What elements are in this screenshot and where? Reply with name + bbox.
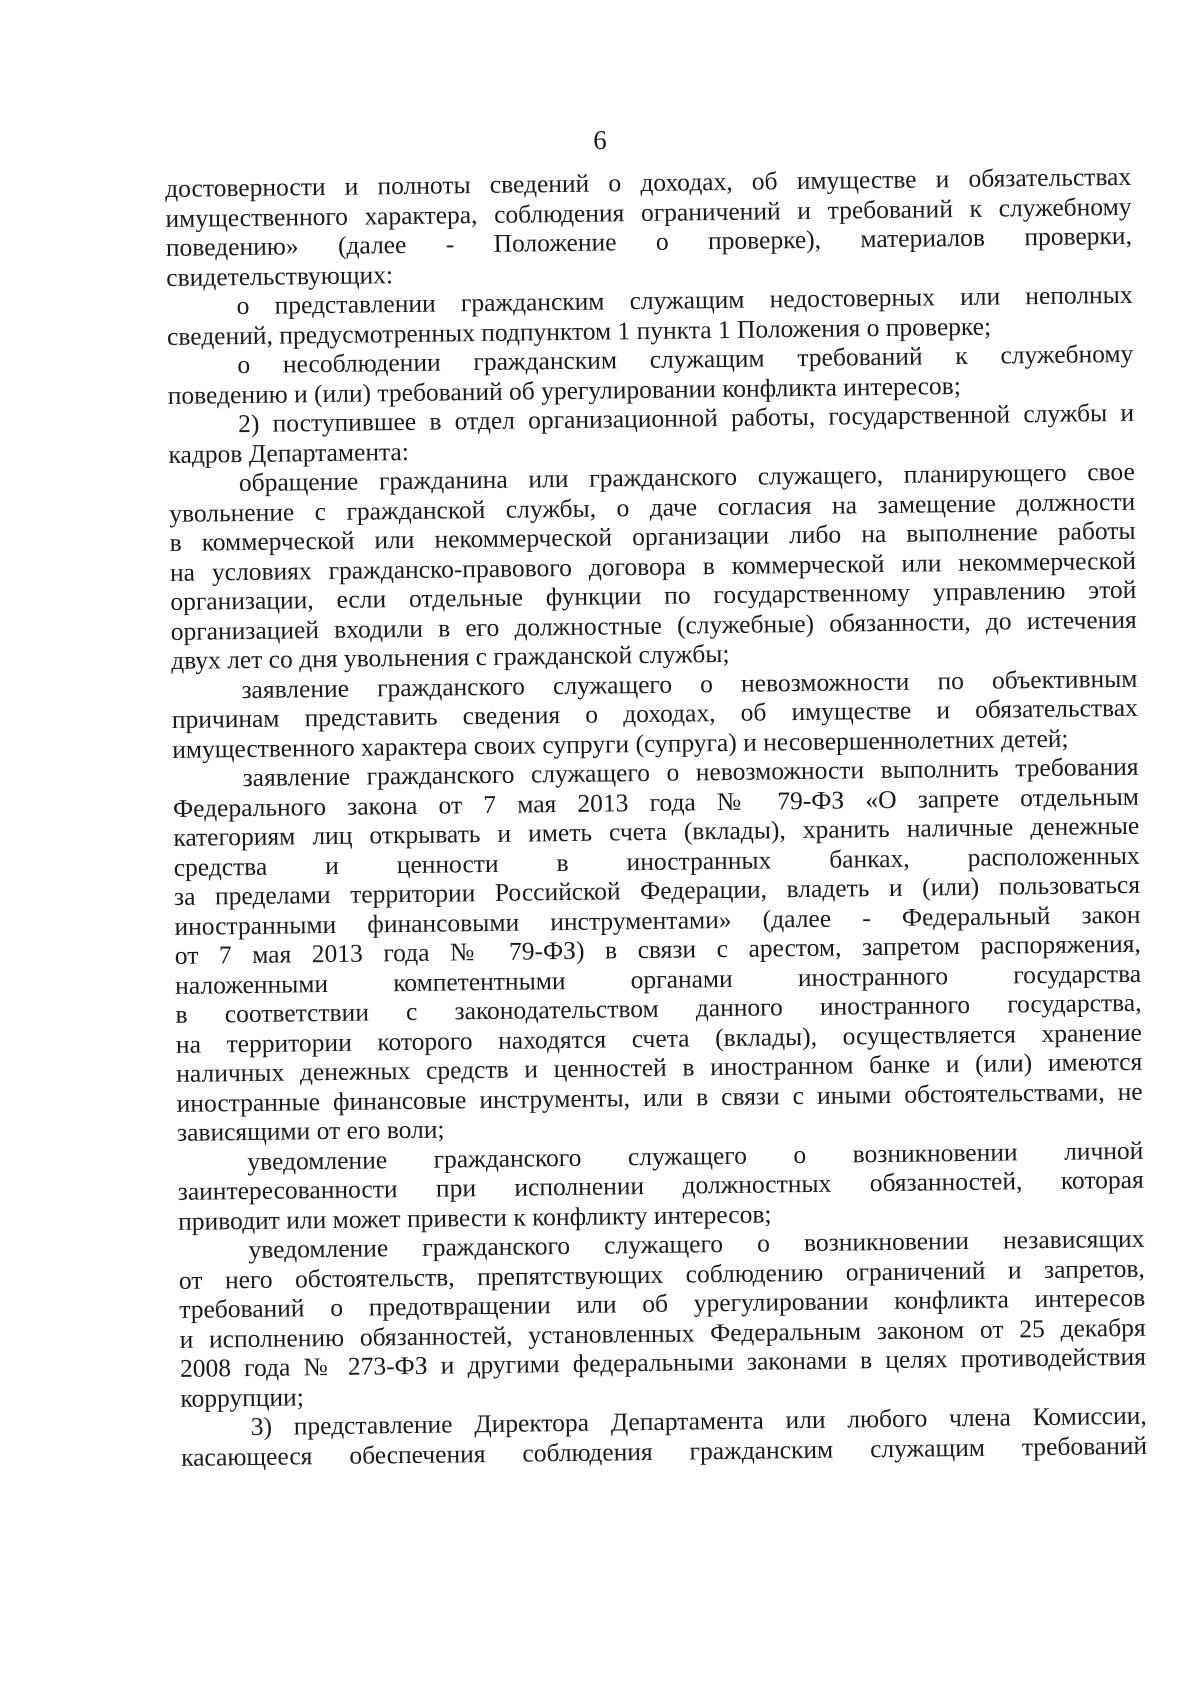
text-line: приводит или может привести к конфликту интересов;	[177, 1198, 772, 1236]
text-line: иностранные финансовые инструменты, или в связи с иными обстоятельствами, не	[176, 1076, 1143, 1118]
text-line: имущественного характера, соблюдения ограничений и требований к служебному	[165, 191, 1132, 233]
text-line: о несоблюдении гражданским служащим требований к служебному	[237, 338, 1134, 380]
text-line: организацией входили в его должностные (служебные) обязанности, до истечения	[170, 604, 1137, 646]
text-line: за пределами территории Российской Федерации, владеть и (или) пользоваться	[173, 869, 1141, 911]
text-line: поведению» (далее - Положение о проверке), материалов проверки,	[165, 220, 1133, 262]
text-line: в соответствии с законодательством данного иностранного государства,	[175, 987, 1142, 1029]
text-line: заинтересованности при исполнении должностных обязанностей, которая	[177, 1164, 1144, 1206]
text-line: увольнение с гражданской службы, о даче согласия на замещение должности	[169, 486, 1136, 528]
text-line: в коммерческой или некоммерческой организации либо на выполнение работы	[169, 515, 1136, 557]
text-line: требований о предотвращении или об урегулировании конфликта интересов	[179, 1282, 1146, 1324]
text-line: 3) представление Директора Департамента или любого члена Комиссии,	[250, 1400, 1147, 1442]
text-line: организации, если отдельные функции по государственному управлению этой	[170, 574, 1137, 616]
text-line: и исполнению обязанностей, установленных Федеральным законом от 25 декабря	[179, 1312, 1146, 1354]
text-line: кадров Департамента:	[168, 436, 410, 469]
text-line: поведению и (или) требований об урегулировании конфликта интересов;	[167, 370, 961, 410]
text-line: Федерального закона от 7 мая 2013 года № 79-ФЗ «О запрете отдельным	[172, 781, 1140, 823]
text-line: о представлении гражданским служащим недостоверных или неполных	[236, 279, 1133, 321]
text-line: двух лет со дня увольнения с гражданской службы;	[170, 638, 730, 675]
text-line: средства и ценности в иностранных банках, расположенных	[173, 840, 1140, 882]
text-line: 2008 года № 273-ФЗ и другими федеральными законами в целях противодействия	[179, 1341, 1147, 1383]
text-line: на территории которого находятся счета (вклады), осуществляется хранение	[175, 1017, 1143, 1059]
text-line: наложенными компетентными органами иностранного государства	[175, 958, 1142, 1000]
text-line: сведений, предусмотренных подпунктом 1 пункта 1 Положения о проверке;	[166, 311, 992, 351]
text-line: зависящими от его воли;	[176, 1114, 445, 1147]
text-line: от 7 мая 2013 года № 79-ФЗ) в связи с арестом, запретом распоряжения,	[174, 928, 1141, 970]
text-line: от него обстоятельств, препятствующих соблюдению ограничений и запретов,	[178, 1253, 1146, 1295]
text-line: на условиях гражданско-правового договора в коммерческой или некоммерческой	[169, 545, 1137, 587]
text-line: касающееся обеспечения соблюдения гражданским служащим требований	[180, 1430, 1148, 1472]
text-line: имущественного характера своих супруги (супруга) и несовершеннолетних детей;	[172, 723, 1069, 764]
text-line: заявление гражданского служащего о невозможности выполнить требования	[242, 751, 1139, 793]
text-line: наличных денежных средств и ценностей в иностранном банке и (или) имеются	[176, 1046, 1143, 1088]
text-line: иностранными финансовыми инструментами» (далее - Федеральный закон	[174, 899, 1141, 941]
text-line: свидетельствующих:	[166, 259, 394, 292]
text-line: заявление гражданского служащего о невозможности по объективным	[241, 663, 1138, 704]
text-line: причинам представить сведения о доходах, об имуществе и обязательствах	[171, 692, 1138, 734]
text-line: коррупции;	[180, 1381, 304, 1413]
text-line: уведомление гражданского служащего о возникновении независящих	[248, 1223, 1145, 1265]
page-number: 6	[593, 125, 607, 155]
text-line: достоверности и полноты сведений о доходах, об имуществе и обязательствах	[165, 161, 1132, 203]
text-line: категориям лиц открывать и иметь счета (вклады), хранить наличные денежные	[173, 810, 1140, 852]
text-line: уведомление гражданского служащего о возникновении личной	[247, 1135, 1144, 1176]
document-body	[165, 162, 1147, 1472]
text-line: 2) поступившее в отдел организационной работы, государственной службы и	[237, 397, 1135, 439]
text-line: обращение гражданина или гражданского служащего, планирующего свое	[238, 456, 1135, 498]
